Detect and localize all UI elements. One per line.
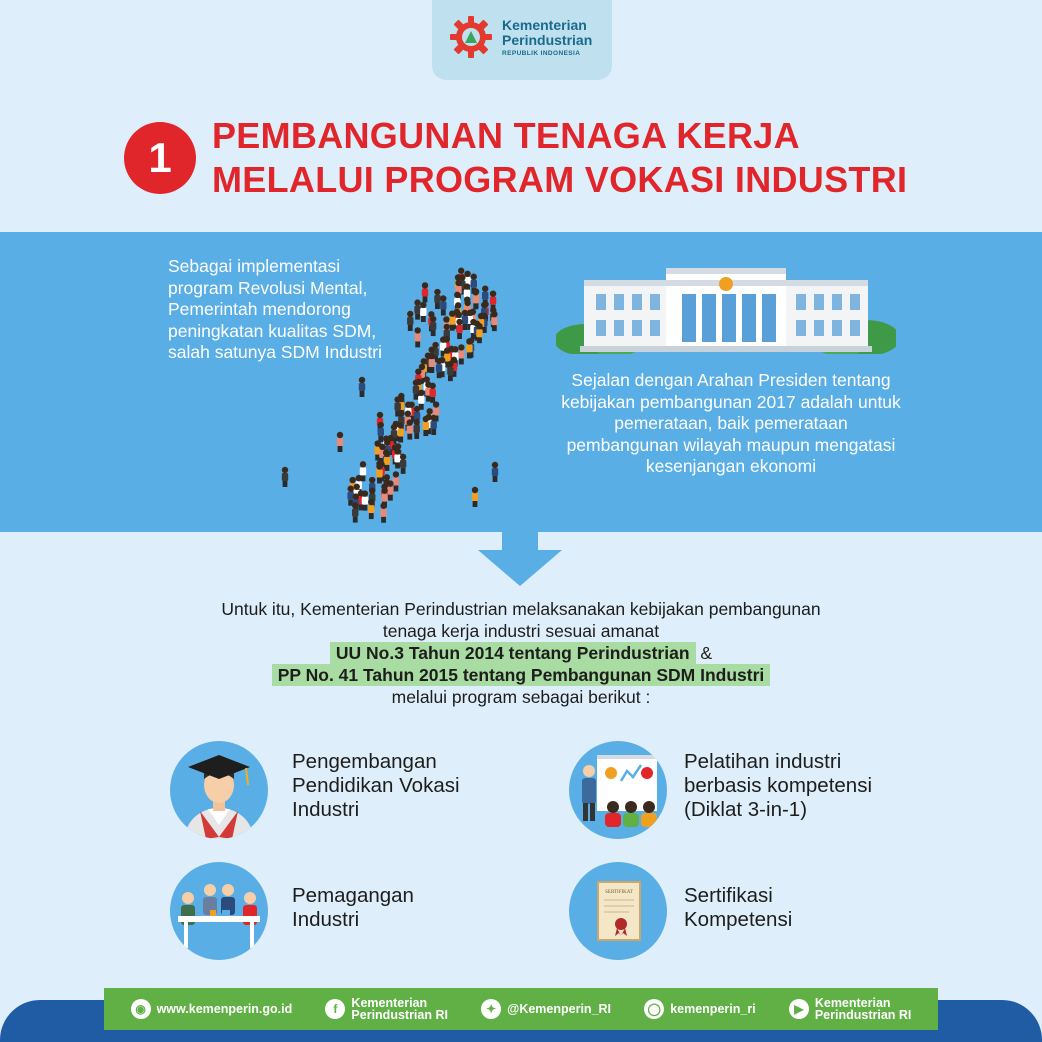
person-figure xyxy=(422,282,428,302)
person-figure xyxy=(458,344,464,364)
person-figure xyxy=(352,502,358,522)
person-figure xyxy=(407,311,413,331)
person-figure xyxy=(472,487,478,507)
person-figure xyxy=(376,463,382,483)
program-apprenticeship: Pemagangan Industri xyxy=(292,884,414,931)
footer-youtube[interactable]: ▶ Kementerian Perindustrian RI xyxy=(789,997,912,1021)
footer-social-bar xyxy=(104,988,938,1030)
globe-icon: ◉ xyxy=(131,999,151,1019)
person-figure xyxy=(397,422,403,442)
band-left-text: Sebagai implementasi program Revolusi Mental, Pemerintah mendorong peningkatan kualitas SDM, salah satunya SDM Industri xyxy=(168,256,382,362)
person-figure xyxy=(430,415,436,435)
page-title xyxy=(212,114,907,202)
person-figure xyxy=(378,422,384,442)
logo-line3: REPUBLIK INDONESIA xyxy=(502,50,581,57)
person-figure xyxy=(407,419,413,439)
person-figure xyxy=(420,302,426,322)
intro-line1: Untuk itu, Kementerian Perindustrian melaksanakan kebijakan pembangunan xyxy=(221,599,821,619)
person-figure xyxy=(282,467,288,487)
logo-line2: Perindustrian xyxy=(502,32,593,48)
policy-intro xyxy=(160,598,882,708)
footer-facebook[interactable]: f Kementerian Perindustrian RI xyxy=(325,997,448,1021)
down-arrow-icon xyxy=(478,528,562,586)
person-figure xyxy=(492,462,498,482)
footer-instagram[interactable]: ◯ kemenperin_ri xyxy=(644,999,755,1019)
gear-logo-icon xyxy=(448,14,494,60)
person-figure xyxy=(447,361,453,381)
person-figure xyxy=(449,310,455,330)
section-number-badge: 1 xyxy=(124,122,196,194)
person-figure xyxy=(473,289,479,309)
person-figure xyxy=(423,416,429,436)
logo-line1: Kementerian xyxy=(502,17,587,33)
meeting-icon xyxy=(170,862,268,960)
logo-badge xyxy=(432,0,612,80)
person-figure xyxy=(429,383,435,403)
training-icon xyxy=(569,741,667,839)
person-figure xyxy=(414,327,420,347)
person-figure xyxy=(429,353,435,373)
intro-ampersand: & xyxy=(700,643,713,663)
person-figure xyxy=(413,380,419,400)
person-figure xyxy=(362,490,368,510)
certificate-label: SERTIFIKAT xyxy=(605,890,633,895)
footer-twitter[interactable]: ✦ @Kemenperin_RI xyxy=(481,999,611,1019)
program-competency-training: Pelatihan industri berbasis kompetensi (Diklat 3-in-1) xyxy=(684,750,873,821)
person-figure xyxy=(359,377,365,397)
person-figure xyxy=(394,448,400,468)
program-competency-certification: Sertifikasi Kompetensi xyxy=(684,884,793,931)
certificate-icon xyxy=(569,862,667,960)
person-figure xyxy=(476,323,482,343)
person-figure xyxy=(436,358,442,378)
title-line1: PEMBANGUNAN TENAGA KERJA xyxy=(212,115,800,156)
person-figure xyxy=(434,289,440,309)
person-figure xyxy=(368,499,374,519)
person-figure xyxy=(337,432,343,452)
person-figure xyxy=(430,316,436,336)
person-figure xyxy=(380,503,386,523)
person-figure xyxy=(491,311,497,331)
government-building-illustration xyxy=(556,262,896,354)
intro-line2: tenaga kerja industri sesuai amanat xyxy=(382,621,660,641)
person-figure xyxy=(384,451,390,471)
graduate-icon xyxy=(170,741,268,839)
intro-line5: melalui program sebagai berikut : xyxy=(391,687,651,707)
crowd-arrow-illustration xyxy=(270,255,530,530)
twitter-icon: ✦ xyxy=(481,999,501,1019)
band-right-text: Sejalan dengan Arahan Presiden tentang kebijakan pembangunan 2017 adalah untuk pemerataan, baik pemerataan pembangunan wilayah maupun mengatasi kesenjangan ekonomi xyxy=(561,370,901,476)
person-figure xyxy=(387,480,393,500)
person-figure xyxy=(414,299,420,319)
person-figure xyxy=(400,454,406,474)
title-line2: MELALUI PROGRAM VOKASI INDUSTRI xyxy=(212,159,908,200)
person-figure xyxy=(440,295,446,315)
instagram-icon: ◯ xyxy=(644,999,664,1019)
law-highlight-2: PP No. 41 Tahun 2015 tentang Pembangunan SDM Industri xyxy=(272,664,771,686)
person-figure xyxy=(466,338,472,358)
program-vocational-education: Pengembangan Pendidikan Vokasi Industri xyxy=(292,750,460,821)
person-figure xyxy=(414,419,420,439)
person-figure xyxy=(456,319,462,339)
footer-website[interactable]: ◉ www.kemenperin.go.id xyxy=(131,999,293,1019)
person-figure xyxy=(393,471,399,491)
youtube-icon: ▶ xyxy=(789,999,809,1019)
law-highlight-1: UU No.3 Tahun 2014 tentang Perindustrian xyxy=(330,642,696,664)
facebook-icon: f xyxy=(325,999,345,1019)
